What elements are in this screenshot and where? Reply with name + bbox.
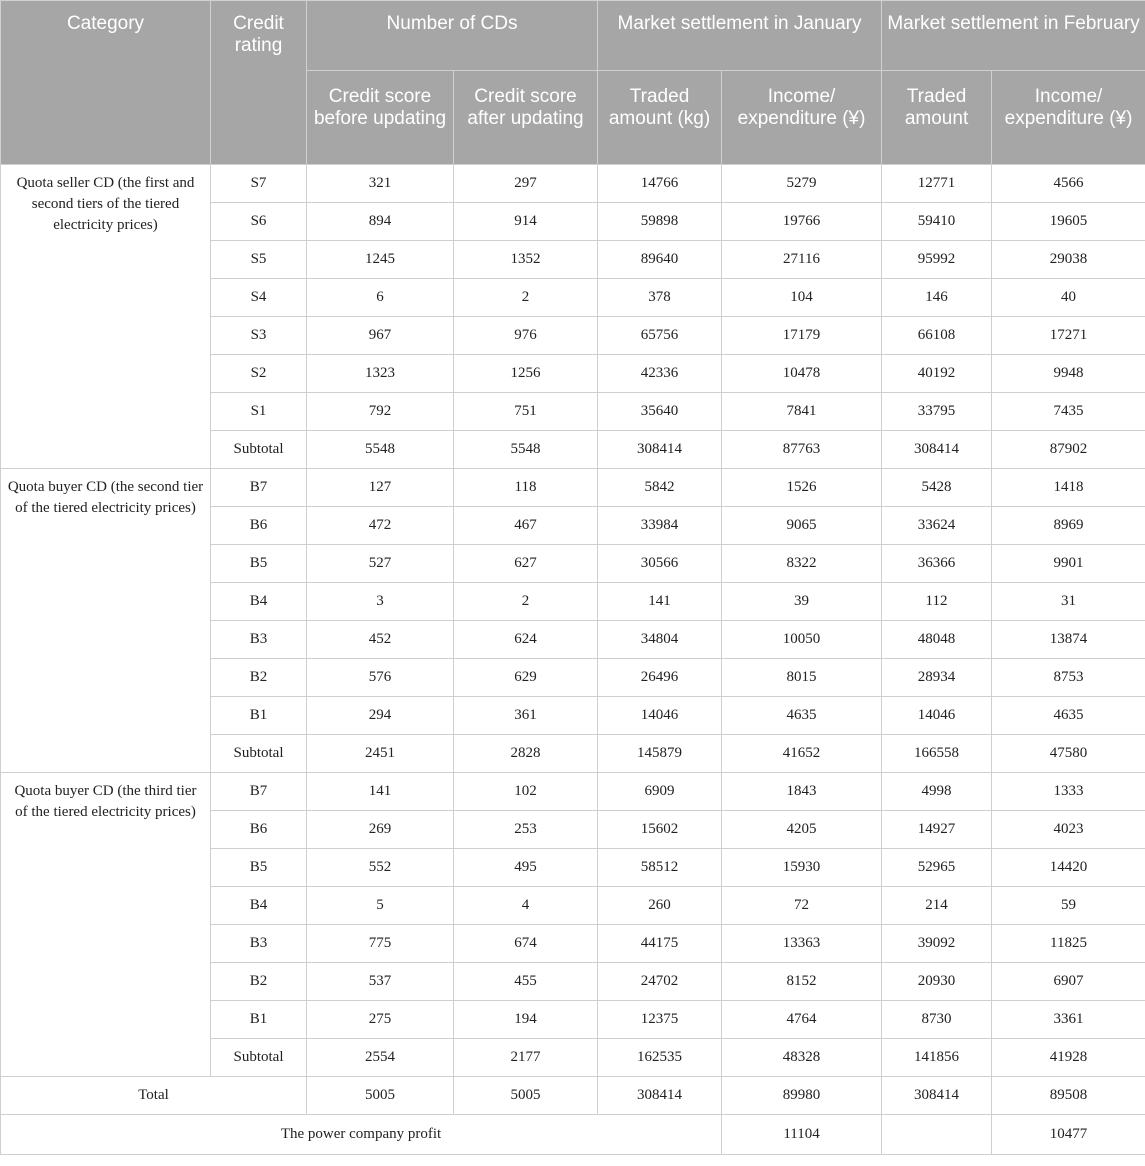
- score-before-cell: 2451: [307, 735, 454, 773]
- profit-label: The power company profit: [1, 1115, 722, 1155]
- jan-traded-cell: 162535: [598, 1039, 722, 1077]
- score-before-cell: 3: [307, 583, 454, 621]
- feb-traded-cell: 48048: [882, 621, 992, 659]
- table-header: [1, 1, 1145, 165]
- total-label: Total: [1, 1077, 307, 1115]
- jan-income-cell: 4764: [722, 1001, 882, 1039]
- jan-income-cell: 39: [722, 583, 882, 621]
- score-before-cell: 552: [307, 849, 454, 887]
- jan-income-cell: 5279: [722, 165, 882, 203]
- jan-income-cell: 9065: [722, 507, 882, 545]
- total-feb-traded-cell: 308414: [882, 1077, 992, 1115]
- feb-traded-cell: 141856: [882, 1039, 992, 1077]
- total-score-before-cell: 5005: [307, 1077, 454, 1115]
- score-after-cell: 194: [454, 1001, 598, 1039]
- score-after-cell: 624: [454, 621, 598, 659]
- feb-income-cell: 8969: [992, 507, 1145, 545]
- jan-traded-cell: 34804: [598, 621, 722, 659]
- score-before-cell: 5: [307, 887, 454, 925]
- credit-rating-cell: S6: [211, 203, 307, 241]
- feb-traded-cell: 66108: [882, 317, 992, 355]
- feb-traded-cell: 33795: [882, 393, 992, 431]
- credit-rating-cell: B1: [211, 1001, 307, 1039]
- category-cell: Quota buyer CD (the third tier of the tiered electricity prices): [1, 773, 211, 1077]
- feb-income-cell: 14420: [992, 849, 1145, 887]
- feb-income-cell: 4635: [992, 697, 1145, 735]
- feb-traded-cell: 33624: [882, 507, 992, 545]
- credit-rating-cell: S3: [211, 317, 307, 355]
- score-before-cell: 576: [307, 659, 454, 697]
- credit-rating-cell: B3: [211, 621, 307, 659]
- credit-rating-cell: B4: [211, 887, 307, 925]
- score-before-cell: 321: [307, 165, 454, 203]
- jan-traded-cell: 15602: [598, 811, 722, 849]
- score-after-cell: 297: [454, 165, 598, 203]
- score-after-cell: 629: [454, 659, 598, 697]
- jan-traded-cell: 6909: [598, 773, 722, 811]
- score-after-cell: 2177: [454, 1039, 598, 1077]
- credit-rating-cell: B4: [211, 583, 307, 621]
- feb-traded-cell: 14927: [882, 811, 992, 849]
- feb-income-cell: 4023: [992, 811, 1145, 849]
- credit-rating-cell: B2: [211, 963, 307, 1001]
- jan-income-cell: 8322: [722, 545, 882, 583]
- credit-rating-cell: S4: [211, 279, 307, 317]
- jan-traded-cell: 42336: [598, 355, 722, 393]
- credit-rating-cell: S5: [211, 241, 307, 279]
- jan-traded-cell: 14766: [598, 165, 722, 203]
- table-body: [1, 165, 1145, 1155]
- score-after-cell: 2: [454, 583, 598, 621]
- credit-rating-cell: Subtotal: [211, 431, 307, 469]
- score-before-cell: 1323: [307, 355, 454, 393]
- score-after-cell: 118: [454, 469, 598, 507]
- score-after-cell: 1256: [454, 355, 598, 393]
- credit-rating-cell: B7: [211, 773, 307, 811]
- total-row: [1, 1077, 1145, 1115]
- jan-income-cell: 10050: [722, 621, 882, 659]
- feb-traded-cell: 40192: [882, 355, 992, 393]
- feb-income-cell: 1418: [992, 469, 1145, 507]
- score-after-cell: 455: [454, 963, 598, 1001]
- total-feb-income-cell: 89508: [992, 1077, 1145, 1115]
- feb-traded-cell: 39092: [882, 925, 992, 963]
- jan-income-cell: 7841: [722, 393, 882, 431]
- feb-income-cell: 9901: [992, 545, 1145, 583]
- feb-traded-cell: 28934: [882, 659, 992, 697]
- score-before-cell: 294: [307, 697, 454, 735]
- credit-rating-cell: S1: [211, 393, 307, 431]
- feb-traded-cell: 95992: [882, 241, 992, 279]
- jan-traded-cell: 89640: [598, 241, 722, 279]
- score-after-cell: 914: [454, 203, 598, 241]
- score-before-cell: 1245: [307, 241, 454, 279]
- header-score-after: Credit score after updating: [454, 71, 598, 165]
- credit-rating-cell: B5: [211, 545, 307, 583]
- feb-income-cell: 29038: [992, 241, 1145, 279]
- credit-rating-cell: B6: [211, 811, 307, 849]
- jan-traded-cell: 58512: [598, 849, 722, 887]
- total-jan-income-cell: 89980: [722, 1077, 882, 1115]
- profit-feb: 10477: [992, 1115, 1145, 1155]
- header-number-of-cds: Number of CDs: [307, 1, 598, 71]
- jan-traded-cell: 44175: [598, 925, 722, 963]
- jan-traded-cell: 308414: [598, 431, 722, 469]
- jan-income-cell: 17179: [722, 317, 882, 355]
- table-row: [1, 165, 1145, 203]
- feb-traded-cell: 36366: [882, 545, 992, 583]
- jan-traded-cell: 26496: [598, 659, 722, 697]
- feb-traded-cell: 112: [882, 583, 992, 621]
- feb-income-cell: 19605: [992, 203, 1145, 241]
- jan-income-cell: 27116: [722, 241, 882, 279]
- table-row: [1, 469, 1145, 507]
- feb-income-cell: 59: [992, 887, 1145, 925]
- feb-traded-cell: 308414: [882, 431, 992, 469]
- score-after-cell: 674: [454, 925, 598, 963]
- score-after-cell: 102: [454, 773, 598, 811]
- jan-traded-cell: 24702: [598, 963, 722, 1001]
- jan-traded-cell: 30566: [598, 545, 722, 583]
- credit-rating-cell: B3: [211, 925, 307, 963]
- total-score-after-cell: 5005: [454, 1077, 598, 1115]
- score-after-cell: 5548: [454, 431, 598, 469]
- jan-income-cell: 72: [722, 887, 882, 925]
- jan-income-cell: 8015: [722, 659, 882, 697]
- score-after-cell: 976: [454, 317, 598, 355]
- credit-rating-cell: Subtotal: [211, 1039, 307, 1077]
- score-before-cell: 127: [307, 469, 454, 507]
- jan-income-cell: 4205: [722, 811, 882, 849]
- feb-traded-cell: 59410: [882, 203, 992, 241]
- credit-rating-cell: B1: [211, 697, 307, 735]
- score-before-cell: 6: [307, 279, 454, 317]
- feb-income-cell: 8753: [992, 659, 1145, 697]
- category-cell: Quota seller CD (the first and second tiers of the tiered electricity prices): [1, 165, 211, 469]
- jan-income-cell: 19766: [722, 203, 882, 241]
- feb-income-cell: 3361: [992, 1001, 1145, 1039]
- feb-income-cell: 87902: [992, 431, 1145, 469]
- score-after-cell: 467: [454, 507, 598, 545]
- score-before-cell: 5548: [307, 431, 454, 469]
- jan-traded-cell: 14046: [598, 697, 722, 735]
- score-before-cell: 269: [307, 811, 454, 849]
- jan-income-cell: 15930: [722, 849, 882, 887]
- header-jan-income: Income/ expenditure (¥): [722, 71, 882, 165]
- score-before-cell: 792: [307, 393, 454, 431]
- jan-traded-cell: 35640: [598, 393, 722, 431]
- score-before-cell: 452: [307, 621, 454, 659]
- feb-income-cell: 47580: [992, 735, 1145, 773]
- score-before-cell: 775: [307, 925, 454, 963]
- feb-income-cell: 11825: [992, 925, 1145, 963]
- header-feb-income: Income/ expenditure (¥): [992, 71, 1145, 165]
- profit-empty-cell: [882, 1115, 992, 1155]
- jan-income-cell: 1843: [722, 773, 882, 811]
- feb-traded-cell: 8730: [882, 1001, 992, 1039]
- feb-traded-cell: 4998: [882, 773, 992, 811]
- feb-income-cell: 6907: [992, 963, 1145, 1001]
- feb-traded-cell: 166558: [882, 735, 992, 773]
- feb-income-cell: 31: [992, 583, 1145, 621]
- header-jan-traded: Traded amount (kg): [598, 71, 722, 165]
- jan-income-cell: 10478: [722, 355, 882, 393]
- score-before-cell: 2554: [307, 1039, 454, 1077]
- credit-rating-cell: S2: [211, 355, 307, 393]
- profit-row: [1, 1115, 1145, 1155]
- score-after-cell: 253: [454, 811, 598, 849]
- jan-income-cell: 104: [722, 279, 882, 317]
- score-after-cell: 495: [454, 849, 598, 887]
- score-before-cell: 141: [307, 773, 454, 811]
- score-after-cell: 361: [454, 697, 598, 735]
- feb-traded-cell: 20930: [882, 963, 992, 1001]
- feb-traded-cell: 14046: [882, 697, 992, 735]
- credit-rating-cell: S7: [211, 165, 307, 203]
- jan-income-cell: 1526: [722, 469, 882, 507]
- jan-income-cell: 87763: [722, 431, 882, 469]
- score-before-cell: 537: [307, 963, 454, 1001]
- jan-traded-cell: 65756: [598, 317, 722, 355]
- jan-income-cell: 8152: [722, 963, 882, 1001]
- credit-rating-cell: B2: [211, 659, 307, 697]
- jan-traded-cell: 260: [598, 887, 722, 925]
- header-credit-rating: Credit rating: [211, 1, 307, 165]
- score-after-cell: 2: [454, 279, 598, 317]
- table-row: [1, 773, 1145, 811]
- jan-traded-cell: 378: [598, 279, 722, 317]
- feb-income-cell: 4566: [992, 165, 1145, 203]
- credit-rating-cell: B7: [211, 469, 307, 507]
- profit-jan: 11104: [722, 1115, 882, 1155]
- feb-traded-cell: 12771: [882, 165, 992, 203]
- jan-traded-cell: 12375: [598, 1001, 722, 1039]
- feb-income-cell: 13874: [992, 621, 1145, 659]
- feb-traded-cell: 5428: [882, 469, 992, 507]
- jan-income-cell: 4635: [722, 697, 882, 735]
- score-before-cell: 527: [307, 545, 454, 583]
- score-after-cell: 751: [454, 393, 598, 431]
- score-before-cell: 967: [307, 317, 454, 355]
- jan-income-cell: 48328: [722, 1039, 882, 1077]
- credit-rating-cell: Subtotal: [211, 735, 307, 773]
- score-after-cell: 627: [454, 545, 598, 583]
- credit-rating-cell: B5: [211, 849, 307, 887]
- credit-rating-cell: B6: [211, 507, 307, 545]
- header-score-before: Credit score before updating: [307, 71, 454, 165]
- category-cell: Quota buyer CD (the second tier of the tiered electricity prices): [1, 469, 211, 773]
- feb-income-cell: 9948: [992, 355, 1145, 393]
- feb-traded-cell: 214: [882, 887, 992, 925]
- jan-traded-cell: 145879: [598, 735, 722, 773]
- feb-income-cell: 1333: [992, 773, 1145, 811]
- jan-income-cell: 41652: [722, 735, 882, 773]
- feb-traded-cell: 52965: [882, 849, 992, 887]
- score-after-cell: 2828: [454, 735, 598, 773]
- feb-income-cell: 7435: [992, 393, 1145, 431]
- jan-traded-cell: 141: [598, 583, 722, 621]
- header-feb-traded: Traded amount: [882, 71, 992, 165]
- header-january: Market settlement in January: [598, 1, 882, 71]
- score-after-cell: 1352: [454, 241, 598, 279]
- jan-traded-cell: 59898: [598, 203, 722, 241]
- feb-income-cell: 41928: [992, 1039, 1145, 1077]
- total-jan-traded-cell: 308414: [598, 1077, 722, 1115]
- header-february: Market settlement in February: [882, 1, 1145, 71]
- header-category: Category: [1, 1, 211, 165]
- feb-income-cell: 17271: [992, 317, 1145, 355]
- score-before-cell: 275: [307, 1001, 454, 1039]
- feb-income-cell: 40: [992, 279, 1145, 317]
- score-before-cell: 894: [307, 203, 454, 241]
- jan-traded-cell: 33984: [598, 507, 722, 545]
- score-before-cell: 472: [307, 507, 454, 545]
- jan-income-cell: 13363: [722, 925, 882, 963]
- score-after-cell: 4: [454, 887, 598, 925]
- jan-traded-cell: 5842: [598, 469, 722, 507]
- feb-traded-cell: 146: [882, 279, 992, 317]
